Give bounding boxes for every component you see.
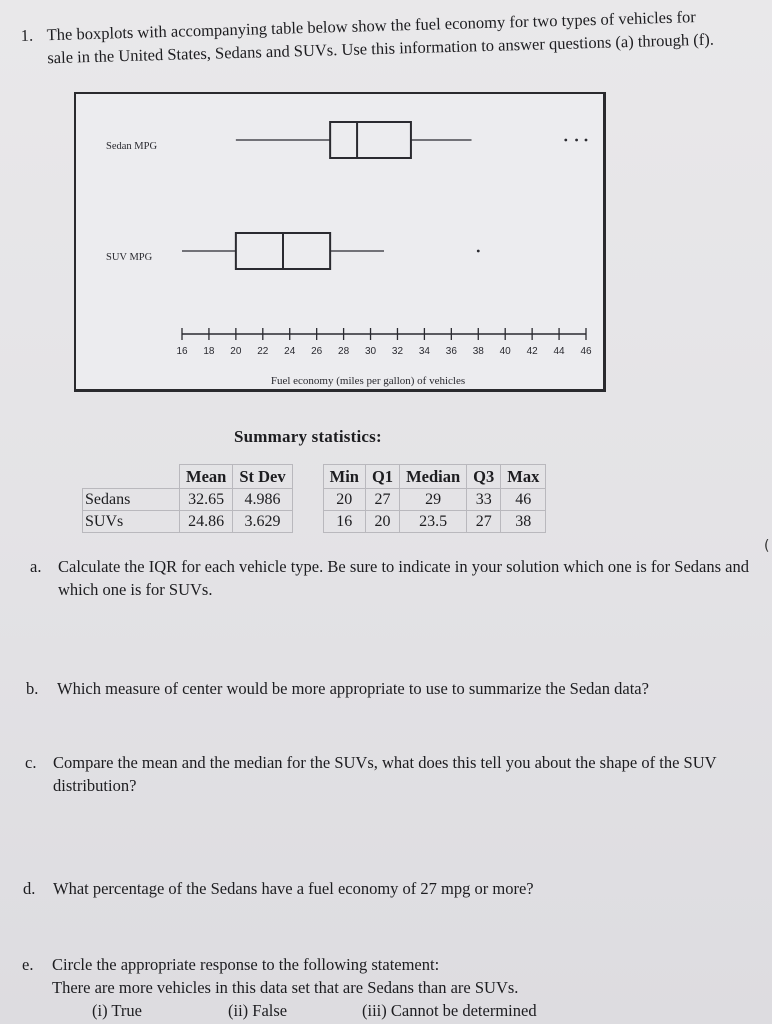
x-tick-label: 42 — [526, 346, 538, 357]
question-b — [26, 677, 766, 700]
question-a — [30, 555, 750, 601]
cell-min: 20 — [323, 489, 365, 511]
question-text: Calculate the IQR for each vehicle type. Be sure to indicate in your solution which one is for Sedans and which one is for SUVs. — [58, 557, 749, 599]
x-tick-label: 40 — [499, 346, 511, 357]
x-tick-label: 36 — [445, 346, 457, 357]
cell-mean: 32.65 — [180, 489, 233, 511]
outlier-point — [585, 139, 588, 142]
boxplot-figure — [74, 92, 606, 392]
header-stdev: St Dev — [233, 465, 292, 489]
cell-mean: 24.86 — [180, 511, 233, 533]
problem-intro-text: The boxplots with accompanying table below show the fuel economy for two types of vehicles for sale in the United States, Sedans and SUVs. Use this information to answer questions (a) through (f). — [46, 7, 715, 68]
x-tick-label: 18 — [203, 346, 215, 357]
problem-intro — [20, 0, 721, 70]
question-label: a. — [30, 557, 42, 576]
row-label: Sedans — [83, 489, 180, 511]
choice-cannot-determine[interactable]: (iii) Cannot be determined — [362, 1001, 537, 1020]
x-tick-label: 28 — [338, 346, 350, 357]
cell-q3: 27 — [467, 511, 501, 533]
series-label: SUV MPG — [106, 252, 153, 263]
x-tick-label: 34 — [418, 346, 430, 357]
x-tick-label: 38 — [472, 346, 484, 357]
x-tick-label: 44 — [553, 346, 565, 357]
boxplot-chart — [76, 94, 608, 394]
header-q1: Q1 — [365, 465, 399, 489]
x-axis-label: Fuel economy (miles per gallon) of vehicles — [270, 375, 466, 387]
question-d — [23, 877, 753, 900]
cell-median: 29 — [400, 489, 467, 511]
cell-gap — [292, 511, 323, 533]
cell-max: 46 — [501, 489, 546, 511]
question-e — [22, 953, 752, 999]
question-label: c. — [25, 753, 37, 772]
edge-mark: ( — [764, 538, 770, 554]
header-median: Median — [400, 465, 467, 489]
cell-q3: 33 — [467, 489, 501, 511]
question-text-2: There are more vehicles in this data set that are Sedans than are SUVs. — [52, 978, 519, 997]
choice-false[interactable]: (ii) False — [228, 1001, 288, 1020]
problem-number: 1. — [20, 25, 34, 45]
cell-stdev: 3.629 — [233, 511, 292, 533]
outlier-point — [564, 139, 567, 142]
cell-median: 23.5 — [400, 511, 467, 533]
series-label: Sedan MPG — [106, 141, 158, 152]
x-tick-label: 22 — [257, 346, 269, 357]
cell-stdev: 4.986 — [233, 489, 292, 511]
outlier-point — [575, 139, 578, 142]
question-text: What percentage of the Sedans have a fuel economy of 27 mpg or more? — [53, 879, 534, 898]
summary-header-row — [83, 465, 546, 489]
x-tick-label: 26 — [311, 346, 323, 357]
question-text: Circle the appropriate response to the following statement: — [52, 955, 440, 974]
x-tick-label: 20 — [230, 346, 242, 357]
header-min: Min — [323, 465, 365, 489]
question-text: Which measure of center would be more appropriate to use to summarize the Sedan data? — [57, 679, 649, 698]
question-label: b. — [26, 679, 39, 698]
table-row — [83, 489, 546, 511]
cell-q1: 27 — [365, 489, 399, 511]
x-tick-label: 46 — [580, 346, 592, 357]
cell-max: 38 — [501, 511, 546, 533]
cell-q1: 20 — [365, 511, 399, 533]
question-c — [25, 751, 750, 797]
header-max: Max — [501, 465, 546, 489]
outlier-point — [477, 250, 480, 253]
row-label: SUVs — [83, 511, 180, 533]
x-tick-label: 24 — [284, 346, 296, 357]
header-mean: Mean — [180, 465, 233, 489]
x-tick-label: 30 — [364, 346, 377, 357]
choice-true[interactable]: (i) True — [92, 1001, 142, 1020]
summary-title: Summary statistics: — [234, 427, 382, 446]
iqr-box — [330, 122, 411, 158]
question-label: d. — [23, 879, 36, 898]
question-text: Compare the mean and the median for the SUVs, what does this tell you about the shape of the SUV distribution? — [53, 753, 717, 795]
header-q3: Q3 — [467, 465, 501, 489]
header-gap — [292, 465, 323, 489]
cell-gap — [292, 489, 323, 511]
question-label: e. — [22, 955, 34, 974]
table-row — [83, 511, 546, 533]
summary-table — [82, 464, 546, 533]
cell-min: 16 — [323, 511, 365, 533]
x-tick-label: 16 — [176, 346, 188, 357]
x-tick-label: 32 — [391, 346, 404, 357]
header-blank — [83, 465, 180, 489]
